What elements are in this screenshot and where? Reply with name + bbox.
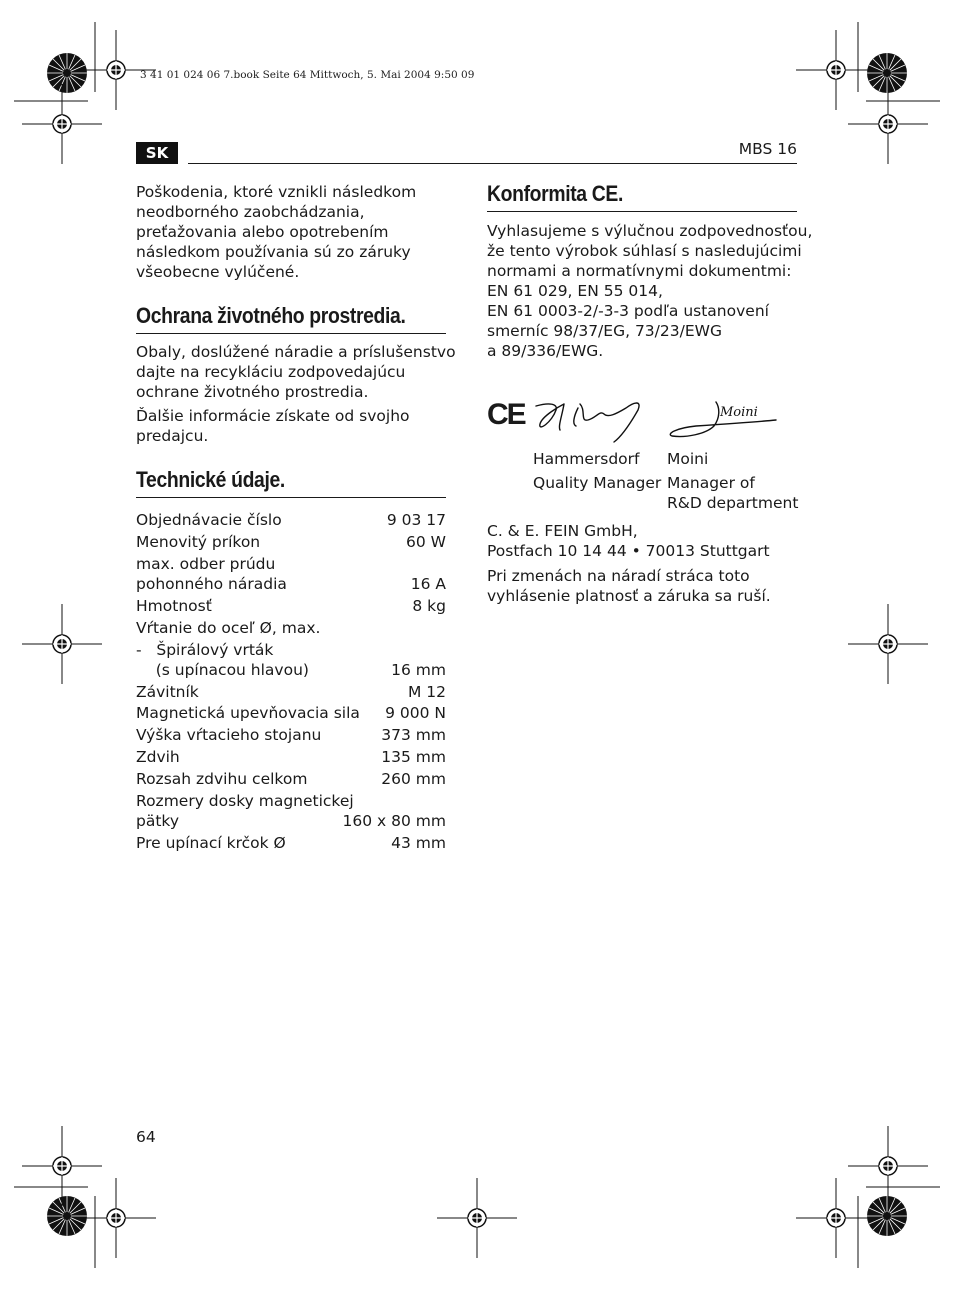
spec-value: 9 000 N xyxy=(385,704,446,722)
model-name: MBS 16 xyxy=(738,140,797,158)
signatory1-name: Hammersdorf xyxy=(533,450,640,468)
header-rule xyxy=(188,163,797,164)
page-number: 64 xyxy=(136,1128,156,1146)
spec-value: 60 W xyxy=(406,533,446,551)
spec-value: 260 mm xyxy=(381,770,446,788)
tech-heading-rule xyxy=(136,497,446,498)
spec-label: pätky xyxy=(136,812,180,830)
env-heading: Ochrana životného prostredia. xyxy=(136,303,406,328)
ce-heading-rule xyxy=(487,211,797,212)
spec-value: 43 mm xyxy=(391,834,446,852)
spec-value: 160 x 80 mm xyxy=(342,812,446,830)
spec-value: 16 A xyxy=(410,575,446,593)
signatory2-name: Moini xyxy=(667,450,709,468)
spec-label: pohonného náradia xyxy=(136,575,287,593)
signatory1-title: Quality Manager xyxy=(533,474,662,492)
spec-label: Výška vŕtacieho stojanu xyxy=(136,726,322,744)
spec-label: max. odber prúdu xyxy=(136,555,276,573)
validity-note: Pri zmenách na náradí stráca toto vyhlásenie platnosť a záruka sa ruší. xyxy=(487,567,771,605)
signature-moini-text: Moini xyxy=(720,405,758,420)
spec-label: Rozmery dosky magnetickej xyxy=(136,792,354,810)
signatory2-title: Manager of R&D department xyxy=(667,474,799,512)
warranty-exclusion-text: Poškodenia, ktoré vznikli následkom neodborného zaobchádzania, preťažovania alebo opotrebením následkom používania sú zo záruky všeobecne vylúčené. xyxy=(136,183,417,281)
spec-value: 16 mm xyxy=(391,661,446,679)
language-badge: SK xyxy=(136,142,178,164)
signature-moini xyxy=(666,398,781,443)
spec-label: (s upínacou hlavou) xyxy=(136,661,309,679)
spec-label: - Špirálový vrták xyxy=(136,641,274,659)
spec-label: Objednávacie číslo xyxy=(136,511,282,529)
ce-heading: Konformita CE. xyxy=(487,181,623,206)
env-paragraph-1: Obaly, doslúžené náradie a príslušenstvo dajte na recykláciu zodpovedajúcu ochrane životného prostredia. xyxy=(136,343,456,401)
spec-label: Rozsah zdvihu celkom xyxy=(136,770,308,788)
env-heading-rule xyxy=(136,333,446,334)
ce-mark: CE xyxy=(487,398,525,431)
spec-label: Vŕtanie do oceľ Ø, max. xyxy=(136,619,321,637)
spec-label: Závitník xyxy=(136,683,199,701)
signature-hammersdorf xyxy=(530,396,650,446)
spec-label: Pre upínací krčok Ø xyxy=(136,834,286,852)
file-header: 3 41 01 024 06 7.book Seite 64 Mittwoch, 5. Mai 2004 9:50 09 xyxy=(140,69,475,81)
company-address: C. & E. FEIN GmbH, Postfach 10 14 44 • 70013 Stuttgart xyxy=(487,522,770,560)
tech-heading: Technické údaje. xyxy=(136,467,285,492)
spec-label: Hmotnosť xyxy=(136,597,212,615)
spec-label: Menovitý príkon xyxy=(136,533,261,551)
env-paragraph-2: Ďalšie informácie získate od svojho predajcu. xyxy=(136,407,410,445)
spec-value: 373 mm xyxy=(381,726,446,744)
spec-value: 135 mm xyxy=(381,748,446,766)
spec-value: 9 03 17 xyxy=(386,511,446,529)
ce-declaration: Vyhlasujeme s výlučnou zodpovednosťou, že tento výrobok súhlasí s nasledujúcimi normami a normatívnymi dokumentmi: EN 61 029, EN 55 014, EN 61 0003-2/-3-3 podľa ustanovení smerníc 98/37/EG, 73/23/EWG a 89/336/EWG. xyxy=(487,222,813,360)
spec-value: M 12 xyxy=(407,683,446,701)
spec-value: 8 kg xyxy=(412,597,446,615)
spec-label: Magnetická upevňovacia sila xyxy=(136,704,360,722)
spec-label: Zdvih xyxy=(136,748,180,766)
